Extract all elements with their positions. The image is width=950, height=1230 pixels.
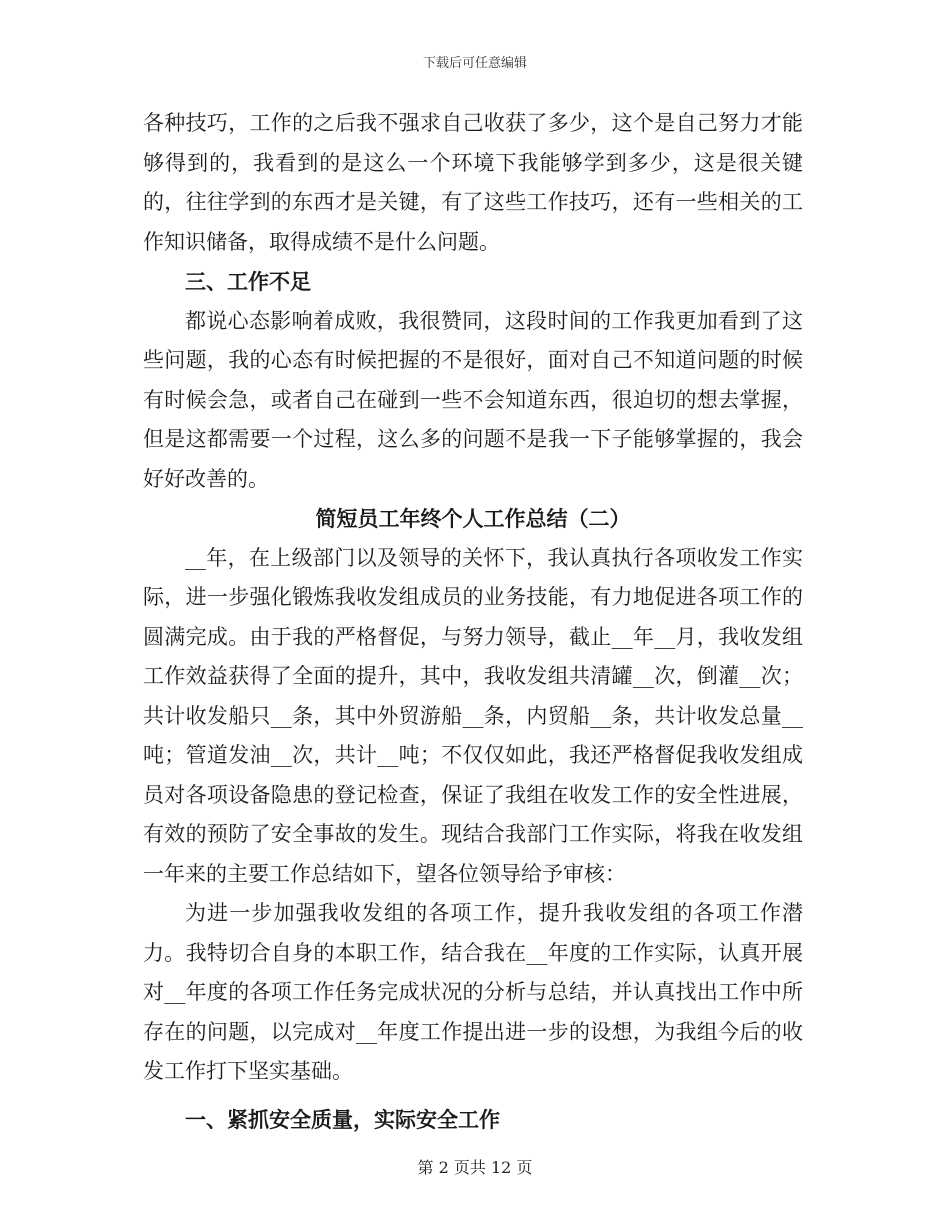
section-heading-shortcomings: 三、工作不足 [185, 269, 311, 294]
paragraph-shortcomings: 都说心态影响着成败，我很赞同，这段时间的工作我更加看到了这些问题，我的心态有时候把握的不是很好，面对自己不知道问题的时候有时候会急，或者自己在碰到一些不会知道东西，很迫切的想去掌握，但是这都需要一个过程，这么多的问题不是我一下子能够掌握的，我会好好改善的。 [143, 308, 803, 491]
page-footer: 第 2 页共 12 页 [417, 1158, 533, 1177]
paragraph-summary-purpose: 为进一步加强我收发组的各项工作，提升我收发组的各项工作潜力。我特切合自身的本职工作，结合我在__年度的工作实际，认真开展对__年度的各项工作任务完成状况的分析与总结，并认真找出工作中所存在的问题，以完成对__年度工作提出进一步的设想，为我组今后的收发工作打下坚实基础。 [143, 901, 803, 1083]
page-header: 下载后可任意编辑 [422, 56, 527, 71]
paragraph-summary-intro: __年，在上级部门以及领导的关怀下，我认真执行各项收发工作实际，进一步强化锻炼我收发组成员的业务技能，有力地促进各项工作的圆满完成。由于我的严格督促，与努力领导，截止__年__月，我收发组工作效益获得了全面的提升，其中，我收发组共清罐__次，倒灌__次；共计收发船只__条，其中外贸游船__条，内贸船__条，共计收发总量__吨；管道发油__次，共计__吨；不仅仅如此，我还严格督促我收发组成员对各项设备隐患的登记检查，保证了我组在收发工作的安全性进展，有效的预防了安全事故的发生。现结合我部门工作实际，将我在收发组一年来的主要工作总结如下，望各位领导给予审核： [143, 545, 803, 886]
document-body [143, 104, 803, 1139]
document-title: 简短员工年终个人工作总结（二） [315, 506, 631, 531]
paragraph-continued: 各种技巧，工作的之后我不强求自己收获了多少，这个是自己努力才能够得到的，我看到的是这么一个环境下我能够学到多少，这是很关键的，往往学到的东西才是关键，有了这些工作技巧，还有一些相关的工作知识储备，取得成绩不是什么问题。 [143, 111, 803, 254]
section-heading-safety: 一、紧抓安全质量，实际安全工作 [185, 1106, 500, 1132]
